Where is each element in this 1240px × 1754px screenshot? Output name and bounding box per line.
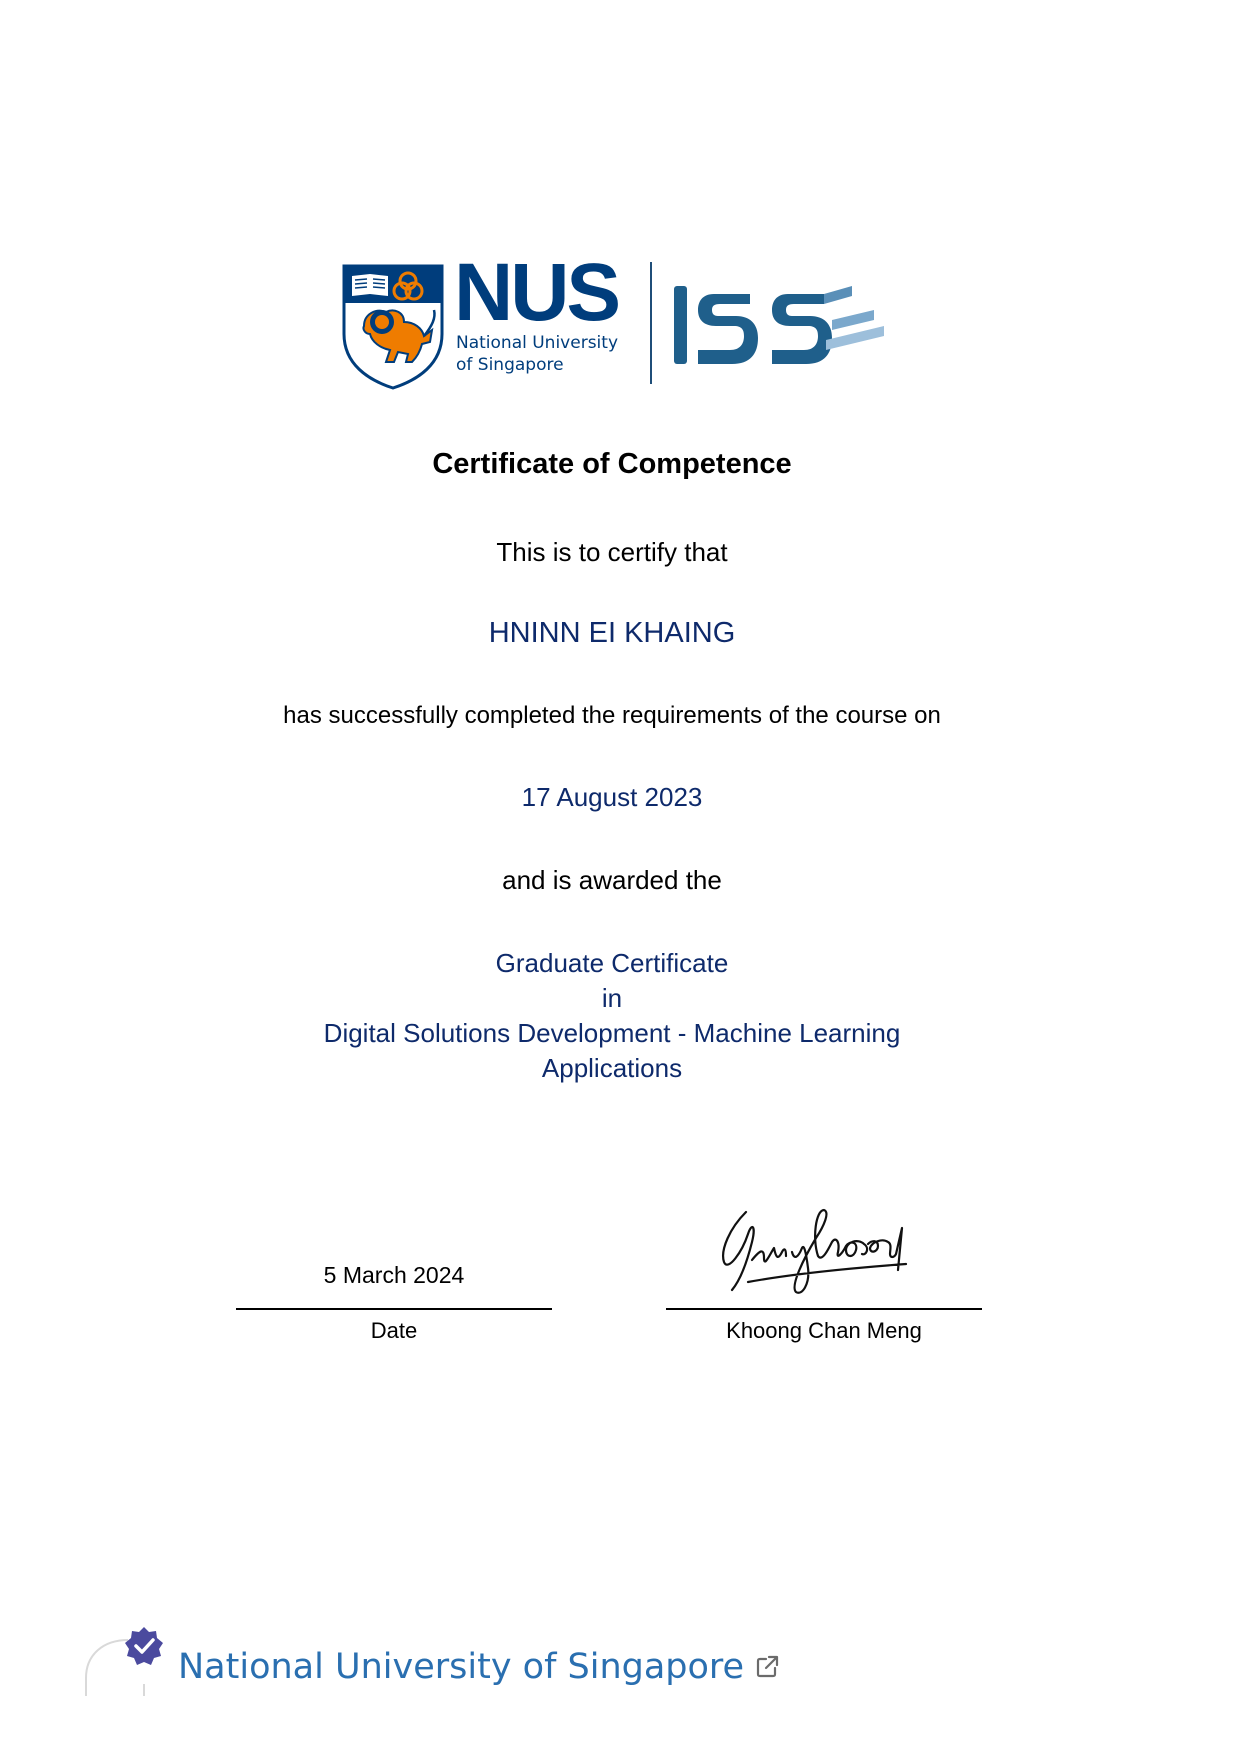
nus-crest-logo bbox=[342, 264, 444, 390]
nus-subtitle-line1: National University bbox=[456, 333, 618, 353]
award-title bbox=[0, 946, 1224, 1086]
award-line-1: Graduate Certificate bbox=[495, 948, 729, 978]
handwritten-signature bbox=[712, 1198, 942, 1302]
date-label: Date bbox=[370, 1318, 418, 1343]
completion-date: 17 August 2023 bbox=[521, 782, 703, 812]
award-line-4: Applications bbox=[541, 1053, 683, 1083]
nus-subtitle-line2: of Singapore bbox=[456, 355, 564, 375]
verified-badge-icon bbox=[124, 1626, 164, 1666]
nus-wordmark: NUS bbox=[454, 247, 619, 338]
award-line-2: in bbox=[601, 983, 623, 1013]
external-link-icon[interactable] bbox=[754, 1654, 780, 1680]
issue-date: 5 March 2024 bbox=[323, 1262, 465, 1288]
logo-divider bbox=[650, 262, 652, 384]
logo-block bbox=[342, 247, 882, 394]
date-signature-line bbox=[236, 1308, 552, 1310]
signatory-name: Khoong Chan Meng bbox=[726, 1318, 922, 1343]
certify-text: This is to certify that bbox=[496, 537, 728, 567]
verified-issuer bbox=[84, 1626, 784, 1696]
issuer-link-text: National University of Singapore bbox=[178, 1647, 745, 1687]
awarded-text: and is awarded the bbox=[502, 865, 722, 895]
signatory-signature-line bbox=[666, 1308, 982, 1310]
completion-text: has successfully completed the requirements of the course on bbox=[283, 702, 941, 729]
recipient-name: HNINN EI KHAING bbox=[488, 617, 736, 649]
award-line-3: Digital Solutions Development - Machine Learning bbox=[323, 1018, 901, 1048]
issuer-link[interactable] bbox=[178, 1646, 780, 1688]
nus-subtitle bbox=[456, 332, 618, 376]
certificate-title: Certificate of Competence bbox=[432, 448, 792, 480]
iss-logo bbox=[674, 280, 884, 370]
